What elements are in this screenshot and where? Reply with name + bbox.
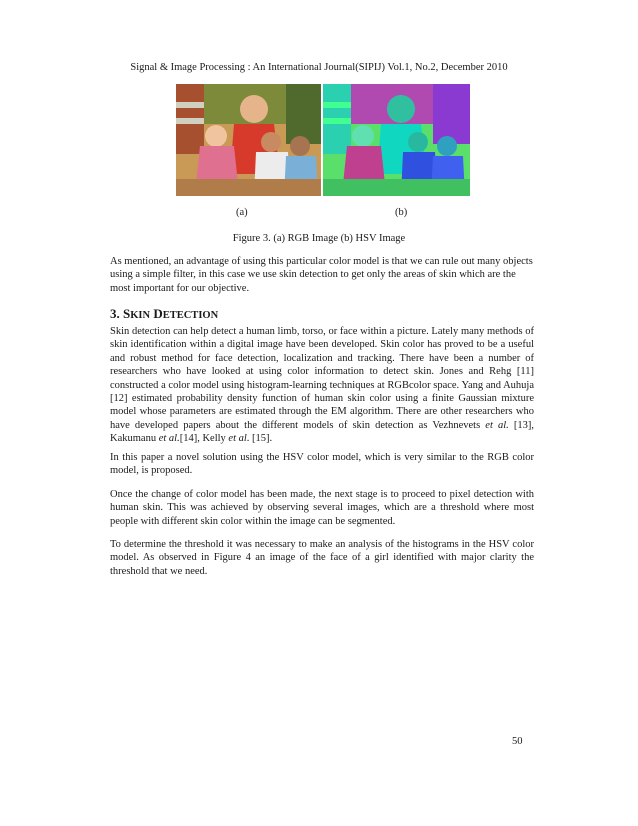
hsv-image [323, 84, 470, 196]
p1-text-3: [14], Kelly [179, 433, 229, 445]
section-heading [110, 306, 218, 322]
body-paragraph-1 [110, 325, 534, 446]
p1-etal-1: et al. [485, 419, 509, 431]
p1-text-1: Skin detection can help detect a human limb, torso, or face within a picture. Lately many methods of skin identification within a digital image have been developed. Skin color has proved to be a useful and robust method for face detection, localization and tracking. There have been a number of researchers who have looked at using color information to detect skin. Jones and Rehg [11] constructed a color model using histogram-learning techniques at RGBcolor space. Yang and Auhuja [12] estimated probability density function of human skin color using a finite Gaussian mixture model whose parameters are estimated through the EM algorithm. There are other researchers who have developed papers about the different models of skin detection as Vezhnevets [110, 326, 534, 431]
rgb-image [176, 84, 321, 196]
p1-text-4: . [15]. [246, 433, 273, 445]
page-number: 50 [512, 736, 523, 747]
running-header: Signal & Image Processing : An International Journal(SIPIJ) Vol.1, No.2, December 2010 [130, 62, 508, 73]
p1-etal-2: et al. [158, 433, 180, 445]
body-paragraph-4: To determine the threshold it was necessary to make an analysis of the histograms in the HSV color model. As observed in Figure 4 an image of the face of a girl identified with major clarity the threshold that we need. [110, 539, 534, 577]
body-paragraph-3: Once the change of color model has been made, the next stage is to proceed to pixel detection with human skin. This was achieved by observing several images, which are a threshold where most people with different skin color within the image can be segmented. [110, 489, 534, 527]
section-title-etection: ETECTION [162, 310, 219, 321]
section-title-s: S [123, 306, 131, 321]
section-number: 3. [110, 306, 120, 321]
section-title-d: D [153, 306, 163, 321]
p1-text-2: [13], Kakumanu [110, 419, 534, 445]
figure-3 [176, 84, 470, 196]
figure-caption: Figure 3. (a) RGB Image (b) HSV Image [232, 233, 406, 244]
intro-paragraph: As mentioned, an advantage of using this particular color model is that we can rule out many objects using a simple filter, in this case we use skin detection to get only the areas of skin which are the most important for our objective. [110, 256, 533, 294]
section-title-kin: KIN [130, 310, 151, 321]
body-paragraph-2: In this paper a novel solution using the HSV color model, which is very similar to the RGB color model, is proposed. [110, 452, 534, 477]
subfigure-label-a: (a) [236, 207, 248, 218]
subfigure-label-b: (b) [395, 207, 408, 218]
p1-etal-3: et al [228, 433, 247, 445]
